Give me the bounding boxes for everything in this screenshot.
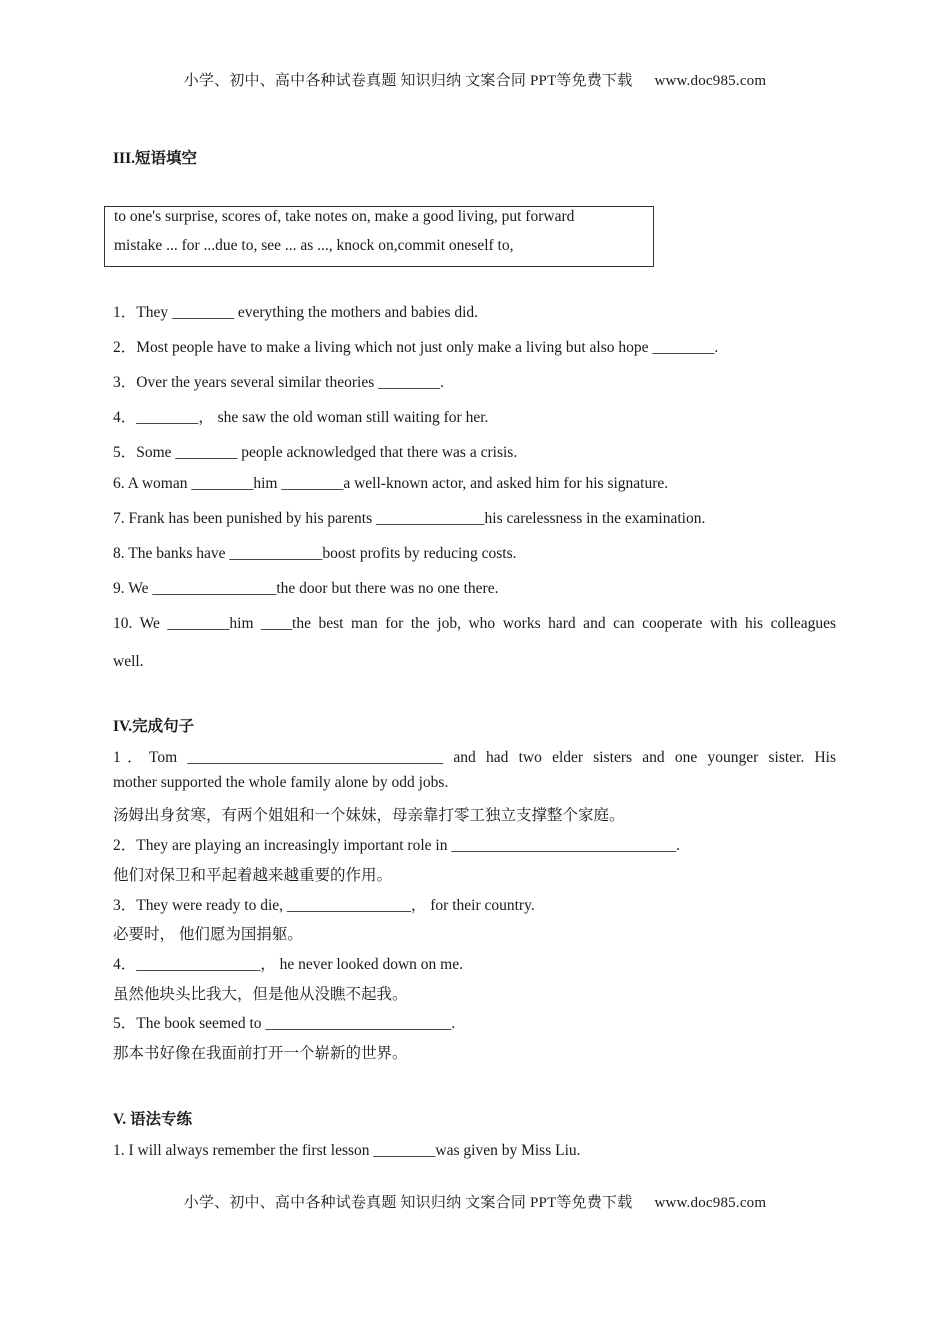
- sentence-line: mother supported the whole family alone by odd jobs.: [113, 774, 449, 791]
- question-item: 10. We ________him ____the best man for the job, who works hard and can cooperate with his colleagues: [113, 615, 836, 632]
- sentence-translation: 汤姆出身贫寒，有两个姐姐和一个妹妹，母亲靠打零工独立支撑整个家庭。: [113, 807, 625, 824]
- footer-site: www.doc985.com: [654, 1195, 767, 1211]
- sentence-line: 1．Tom _________________________________ and had two elder sisters and one younger sister. His: [113, 749, 836, 766]
- sentence-line: 3．They were ready to die, ________________， for their country.: [113, 897, 535, 914]
- question-item: 2．Most people have to make a living which not just only make a living but also hope ________.: [113, 339, 719, 356]
- question-item: 6. A woman ________him ________a well-known actor, and asked him for his signature.: [113, 475, 669, 492]
- sentence-translation: 必要时， 他们愿为国捐躯。: [113, 926, 303, 943]
- sentence-line: 5．The book seemed to ________________________.: [113, 1015, 456, 1032]
- phrase-box-line: to one's surprise, scores of, take notes on, make a good living, put forward: [114, 208, 575, 225]
- question-item: well.: [113, 653, 144, 670]
- sentence-translation: 虽然他块头比我大，但是他从没瞧不起我。: [113, 986, 408, 1003]
- section-3-title: III.短语填空: [113, 150, 197, 167]
- question-item: 5．Some ________ people acknowledged that there was a crisis.: [113, 444, 518, 461]
- question-item: 9. We ________________the door but there was no one there.: [113, 580, 499, 597]
- section-4-title: IV.完成句子: [113, 718, 195, 735]
- sentence-line: 4．________________， he never looked down on me.: [113, 956, 463, 973]
- question-item: 3．Over the years several similar theories ________.: [113, 374, 445, 391]
- sentence-translation: 他们对保卫和平起着越来越重要的作用。: [113, 867, 393, 884]
- question-item: 1．They ________ everything the mothers and babies did.: [113, 304, 479, 321]
- header-site: www.doc985.com: [654, 73, 767, 89]
- page-footer: [0, 1191, 950, 1212]
- phrase-box: [104, 206, 654, 267]
- question-item: 8. The banks have ____________boost profits by reducing costs.: [113, 545, 517, 562]
- page-header: [0, 69, 950, 90]
- header-text: 小学、初中、高中各种试卷真题 知识归纳 文案合同 PPT等免费下载: [183, 73, 633, 89]
- question-item: 7. Frank has been punished by his parents ______________his carelessness in the examination.: [113, 510, 706, 527]
- phrase-box-line: mistake ... for ...due to, see ... as ..., knock on,commit oneself to,: [114, 237, 514, 254]
- section-5-title: V. 语法专练: [113, 1111, 192, 1128]
- sentence-line: 2．They are playing an increasingly important role in _____________________________.: [113, 837, 680, 854]
- footer-text: 小学、初中、高中各种试卷真题 知识归纳 文案合同 PPT等免费下载: [183, 1195, 633, 1211]
- question-item: 1. I will always remember the first lesson ________was given by Miss Liu.: [113, 1142, 581, 1159]
- question-item: 4．________， she saw the old woman still waiting for her.: [113, 409, 489, 426]
- sentence-translation: 那本书好像在我面前打开一个崭新的世界。: [113, 1045, 408, 1062]
